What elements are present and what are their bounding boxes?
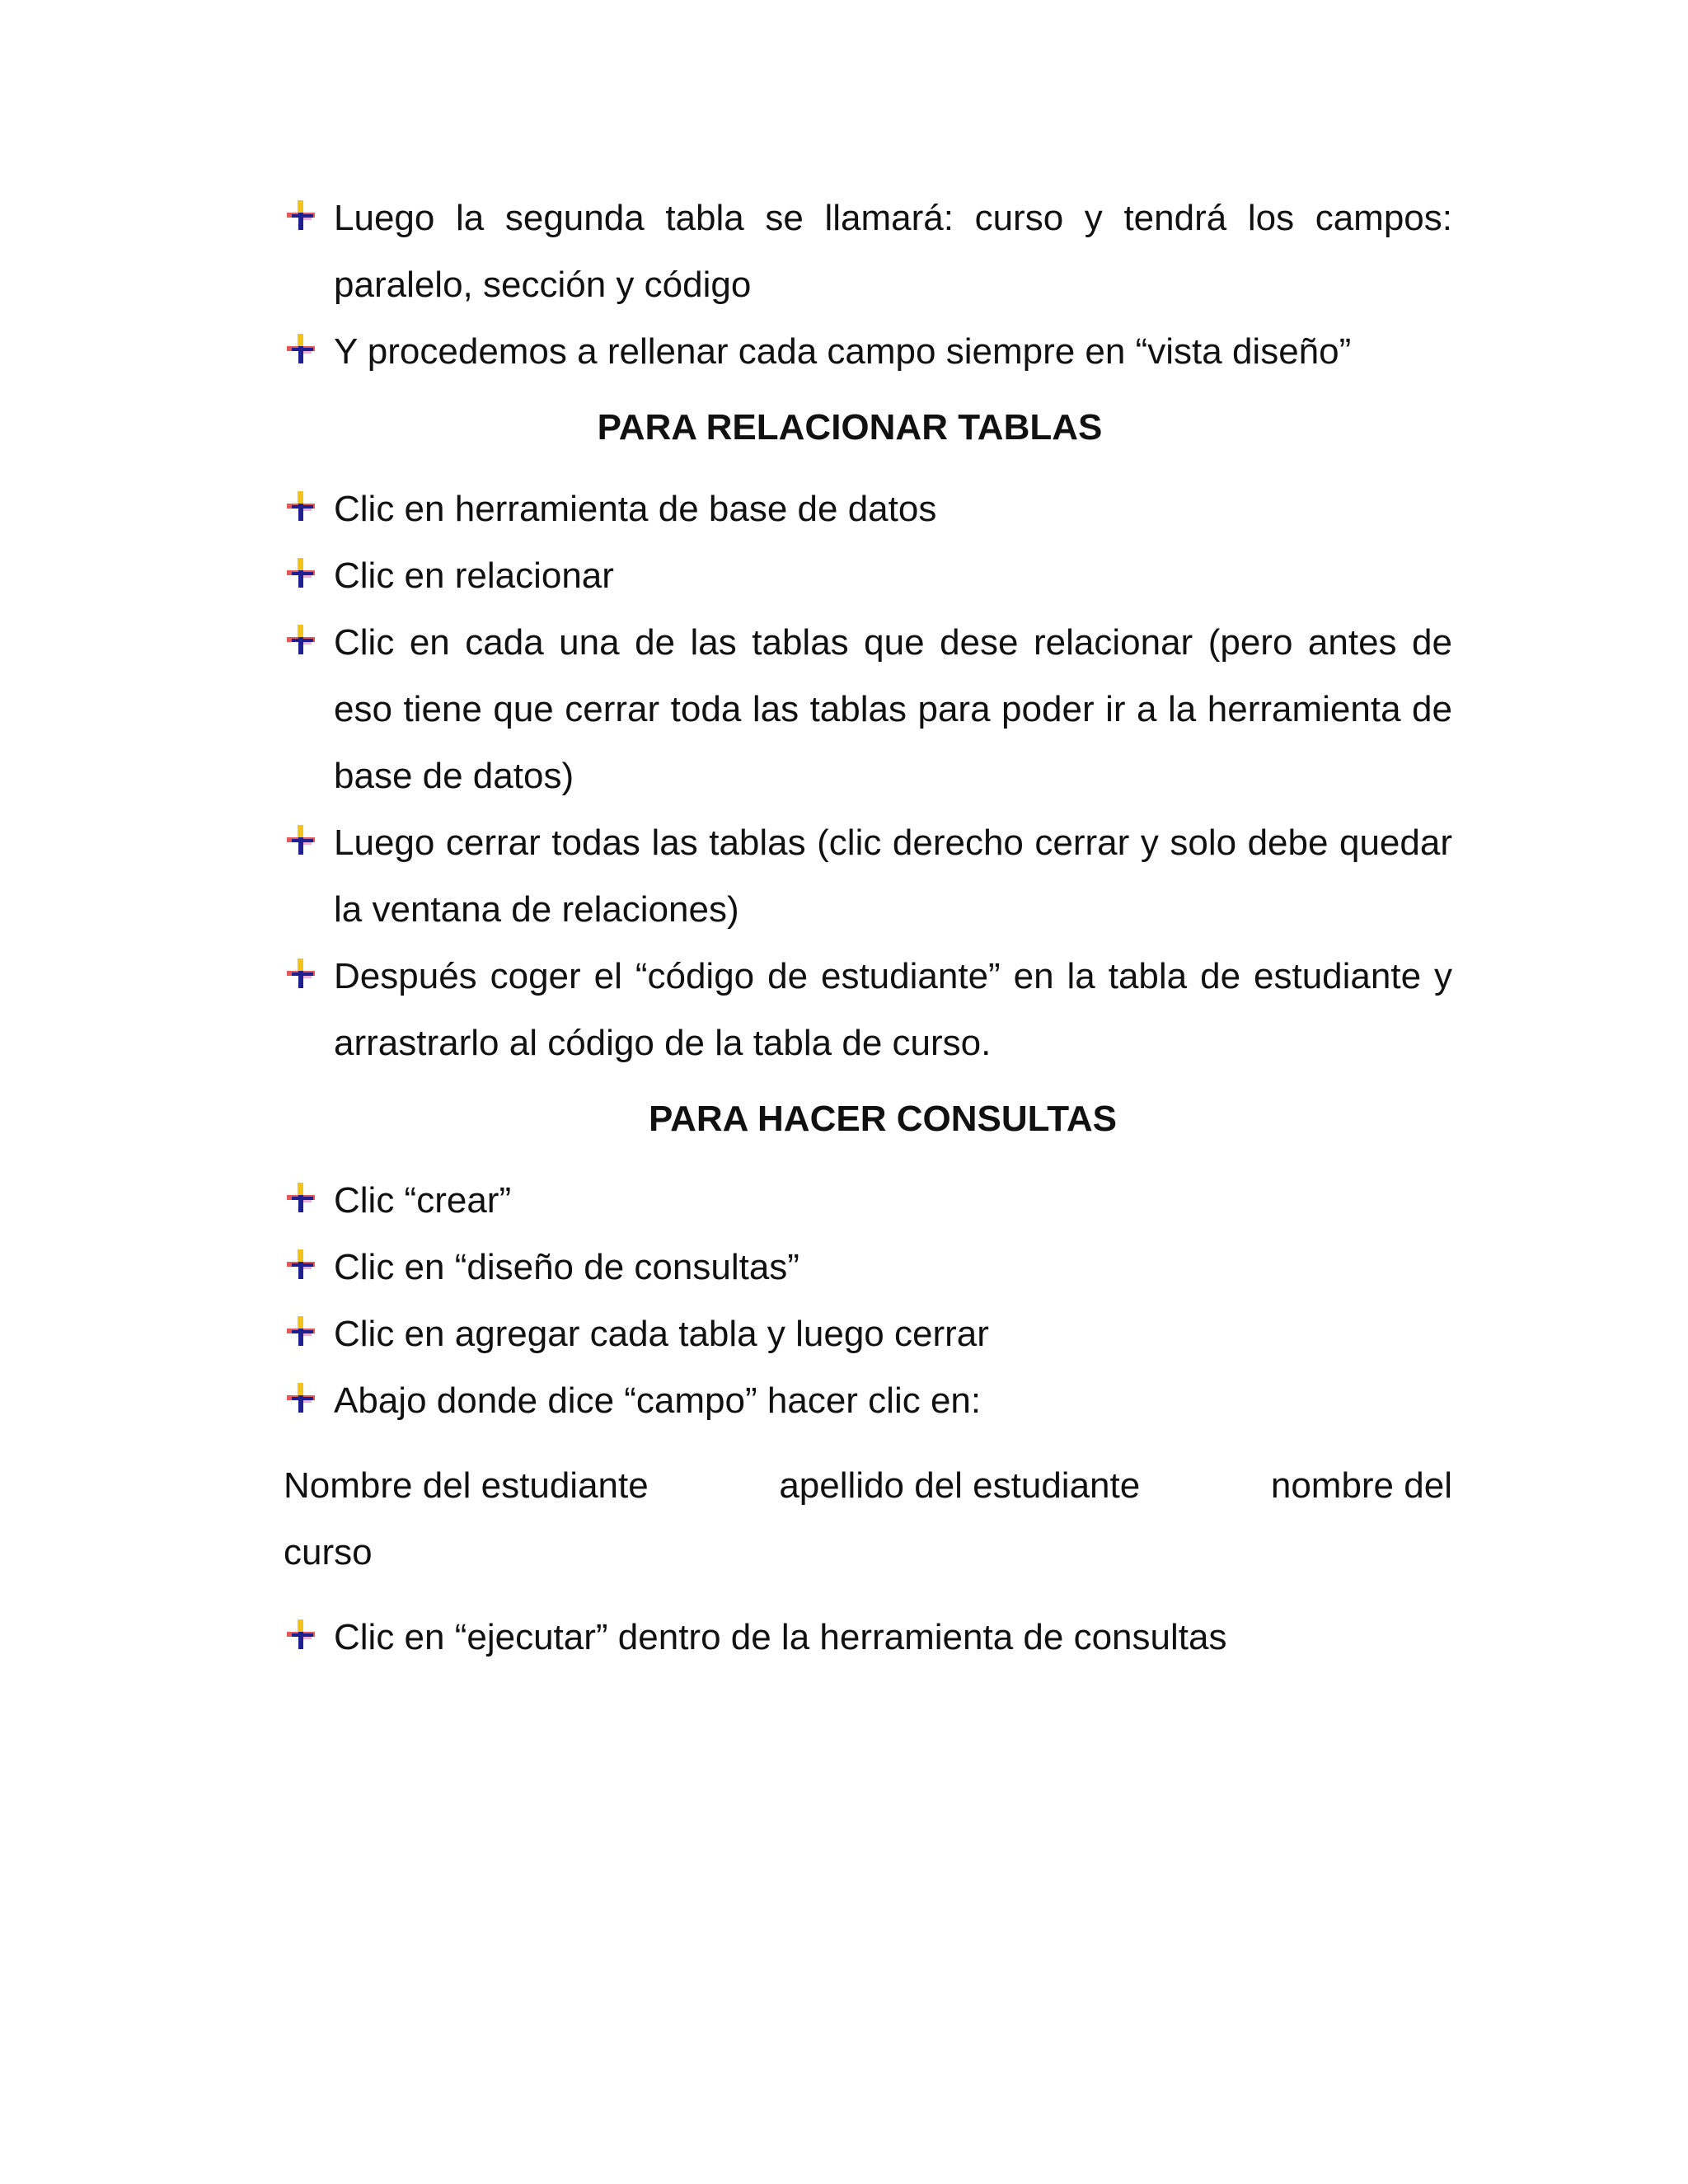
list-item [284, 542, 1452, 609]
list-item [284, 318, 1452, 385]
list-item-text: Clic en agregar cada tabla y luego cerrar [334, 1314, 989, 1354]
arrow-cross-bullet-icon [284, 199, 318, 233]
list-item-text: Clic en relacionar [334, 555, 614, 596]
list-item-text: Clic “crear” [334, 1180, 512, 1221]
field-name-estudiante: Nombre del estudiante [284, 1465, 649, 1506]
arrow-cross-bullet-icon [284, 623, 318, 658]
document-content [284, 185, 1452, 1671]
list-item [284, 1604, 1452, 1671]
arrow-cross-bullet-icon [284, 1315, 318, 1349]
list-item [284, 609, 1452, 809]
field-apellido-estudiante: apellido del estudiante [779, 1465, 1141, 1506]
list-item-text: Luego la segunda tabla se llamará: curso y tendrá los campos: paralelo, sección y código [334, 198, 1452, 305]
arrow-cross-bullet-icon [284, 332, 318, 367]
intro-bullet-list [284, 185, 1452, 385]
arrow-cross-bullet-icon [284, 823, 318, 858]
list-item-text: Después coger el “código de estudiante” en la tabla de estudiante y arrastrarlo al código de la tabla de curso. [334, 956, 1452, 1063]
arrow-cross-bullet-icon [284, 490, 318, 524]
list-item [284, 943, 1452, 1076]
consultas-bullet-list [284, 1167, 1452, 1434]
fields-row [284, 1452, 1452, 1519]
arrow-cross-bullet-icon [284, 1618, 318, 1652]
field-nombre-curso: nombre del [1270, 1465, 1452, 1506]
list-item-text: Y procedemos a rellenar cada campo siempre en “vista diseño” [334, 331, 1352, 372]
list-item-text: Clic en “ejecutar” dentro de la herramienta de consultas [334, 1617, 1227, 1657]
list-item-text: Luego cerrar todas las tablas (clic derecho cerrar y solo debe quedar la ventana de relaciones) [334, 823, 1452, 930]
arrow-cross-bullet-icon [284, 957, 318, 991]
list-item [284, 809, 1452, 943]
section-heading-relacionar: PARA RELACIONAR TABLAS [597, 407, 1103, 448]
arrow-cross-bullet-icon [284, 1248, 318, 1282]
list-item-text: Clic en herramienta de base de datos [334, 489, 937, 529]
list-item [284, 185, 1452, 318]
arrow-cross-bullet-icon [284, 556, 318, 591]
relacionar-bullet-list [284, 476, 1452, 1076]
list-item [284, 476, 1452, 542]
list-item-text: Clic en “diseño de consultas” [334, 1247, 799, 1287]
arrow-cross-bullet-icon [284, 1381, 318, 1416]
list-item-text: Clic en cada una de las tablas que dese relacionar (pero antes de eso tiene que cerrar toda las tablas para poder ir a la herramienta de base de datos) [334, 622, 1452, 796]
list-item [284, 1367, 1452, 1434]
fields-paragraph [284, 1452, 1452, 1586]
list-item [284, 1234, 1452, 1301]
list-item [284, 1301, 1452, 1367]
list-item-text: Abajo donde dice “campo” hacer clic en: [334, 1380, 982, 1421]
field-nombre-curso-continuation: curso [284, 1532, 373, 1572]
list-item [284, 1167, 1452, 1234]
section-heading-consultas: PARA HACER CONSULTAS [649, 1099, 1117, 1139]
final-bullet-list [284, 1604, 1452, 1671]
arrow-cross-bullet-icon [284, 1181, 318, 1216]
